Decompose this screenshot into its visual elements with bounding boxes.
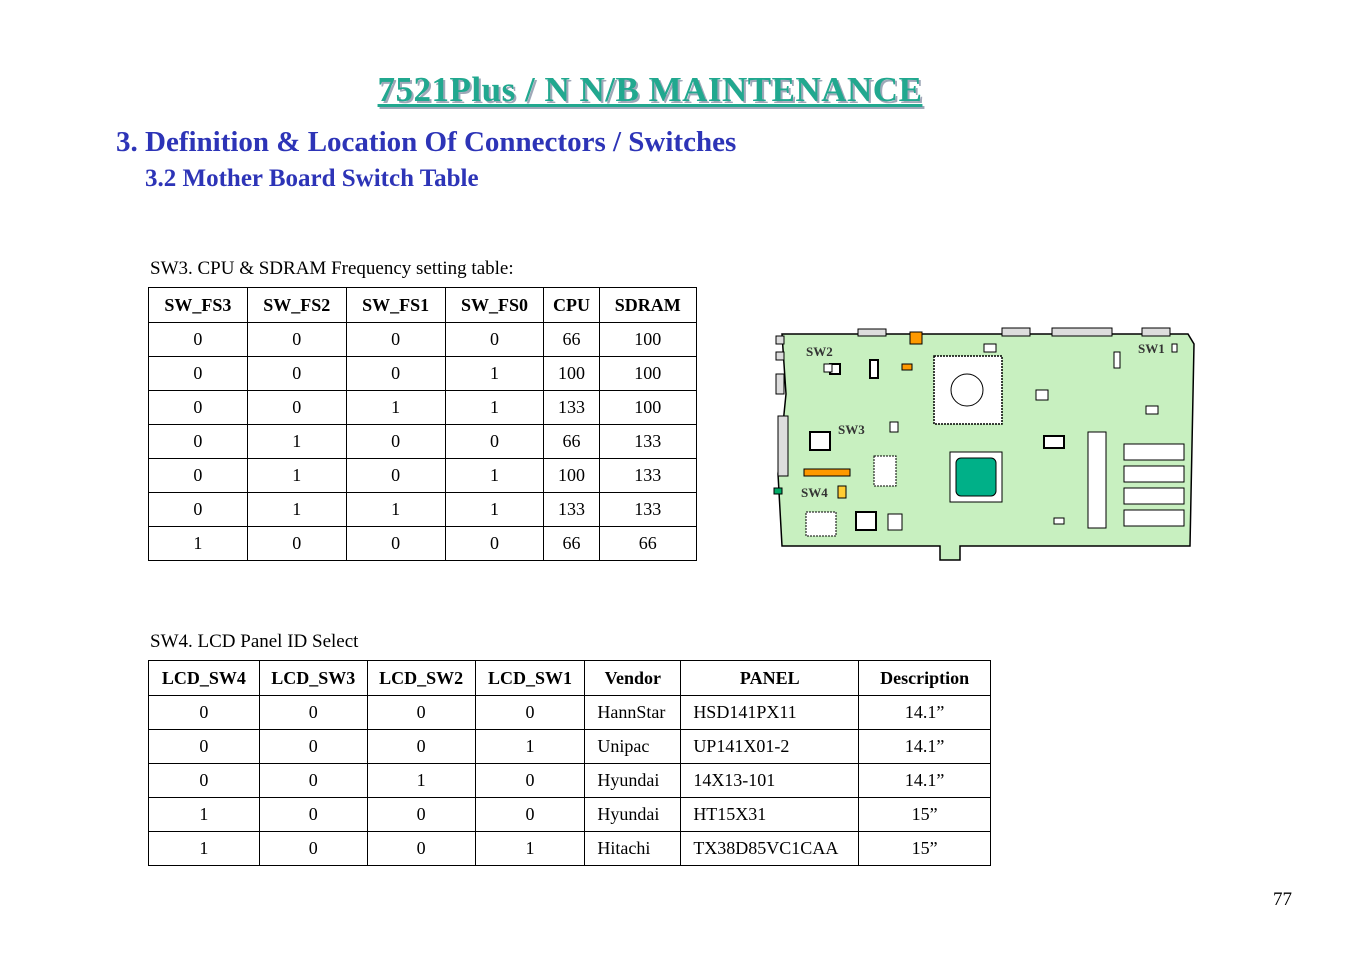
- component: [874, 456, 896, 486]
- table-cell: 0: [259, 764, 367, 798]
- table-row: [149, 730, 991, 764]
- component: [1114, 352, 1120, 368]
- top-connector: [1052, 328, 1112, 336]
- table-cell: 66: [544, 527, 599, 561]
- table-cell: 0: [247, 391, 346, 425]
- table-cell: 0: [247, 323, 346, 357]
- top-connector: [910, 332, 922, 344]
- table-cell: 15”: [859, 798, 991, 832]
- component: [856, 512, 876, 530]
- table-cell: 0: [259, 730, 367, 764]
- column-header: Description: [859, 661, 991, 696]
- component: [804, 469, 850, 476]
- table-cell: 133: [544, 391, 599, 425]
- component: [1036, 390, 1048, 400]
- sw1-label: SW1: [1138, 341, 1165, 356]
- table-cell: 0: [247, 527, 346, 561]
- table-cell: 1: [445, 459, 544, 493]
- component: [870, 360, 878, 378]
- table-cell: 0: [367, 730, 475, 764]
- chipset-die: [956, 458, 996, 496]
- table-cell: 133: [599, 493, 696, 527]
- sw1-switch: [1172, 344, 1177, 352]
- column-header: SDRAM: [599, 288, 696, 323]
- top-connector: [1002, 328, 1030, 336]
- table-cell: 133: [544, 493, 599, 527]
- table-cell: 0: [475, 798, 585, 832]
- sw4-switch: [838, 486, 846, 498]
- table-row: [149, 357, 697, 391]
- column-header: SW_FS1: [346, 288, 445, 323]
- table-cell: 100: [599, 323, 696, 357]
- table-cell: 1: [149, 832, 260, 866]
- table-cell: UP141X01-2: [681, 730, 859, 764]
- component: [806, 512, 836, 536]
- page-title: 7521Plus / N N/B MAINTENANCE: [377, 70, 923, 109]
- table-cell: 1: [149, 527, 248, 561]
- table-cell: 0: [346, 459, 445, 493]
- table-cell: 14.1”: [859, 730, 991, 764]
- table-cell: 14X13-101: [681, 764, 859, 798]
- table-cell: 100: [599, 357, 696, 391]
- table-row: [149, 527, 697, 561]
- table-row: [149, 323, 697, 357]
- table-cell: 1: [445, 493, 544, 527]
- sw3-caption: SW3. CPU & SDRAM Frequency setting table:: [150, 258, 514, 279]
- memory-slot: [1124, 466, 1184, 482]
- table-cell: 1: [346, 391, 445, 425]
- table-cell: Hitachi: [585, 832, 681, 866]
- table-row: [149, 696, 991, 730]
- table-row: [149, 764, 991, 798]
- table-cell: 14.1”: [859, 764, 991, 798]
- component: [1054, 518, 1064, 524]
- table-cell: TX38D85VC1CAA: [681, 832, 859, 866]
- table-cell: 0: [445, 425, 544, 459]
- table-row: [149, 798, 991, 832]
- table-cell: Hyundai: [585, 798, 681, 832]
- table-cell: 14.1”: [859, 696, 991, 730]
- column-header: PANEL: [681, 661, 859, 696]
- table-cell: Unipac: [585, 730, 681, 764]
- top-connector: [858, 329, 886, 336]
- column-header: LCD_SW2: [367, 661, 475, 696]
- table-cell: 0: [149, 391, 248, 425]
- table-header-row: [149, 661, 991, 696]
- table-cell: 100: [544, 357, 599, 391]
- table-cell: 0: [259, 696, 367, 730]
- side-connector: [776, 374, 784, 394]
- column-header: LCD_SW3: [259, 661, 367, 696]
- table-cell: 0: [149, 493, 248, 527]
- table-cell: 1: [247, 459, 346, 493]
- top-connector: [1142, 328, 1170, 336]
- side-connector: [778, 416, 788, 476]
- table-cell: HT15X31: [681, 798, 859, 832]
- table-cell: 0: [346, 425, 445, 459]
- table-cell: 1: [475, 730, 585, 764]
- table-cell: 15”: [859, 832, 991, 866]
- table-cell: 0: [149, 357, 248, 391]
- table-row: [149, 832, 991, 866]
- table-cell: 0: [149, 323, 248, 357]
- component: [888, 514, 902, 530]
- table-cell: Hyundai: [585, 764, 681, 798]
- page-number: 77: [1273, 889, 1292, 910]
- table-row: [149, 425, 697, 459]
- sw2-label: SW2: [806, 344, 833, 359]
- table-cell: 0: [445, 527, 544, 561]
- memory-slot: [1124, 510, 1184, 526]
- column-header: SW_FS2: [247, 288, 346, 323]
- column-header: SW_FS3: [149, 288, 248, 323]
- component: [902, 364, 912, 370]
- motherboard-diagram: [770, 324, 1198, 564]
- table-cell: 100: [599, 391, 696, 425]
- table-cell: 0: [475, 696, 585, 730]
- memory-slot: [1124, 488, 1184, 504]
- side-connector: [776, 352, 784, 360]
- memory-slot: [1124, 444, 1184, 460]
- table-cell: 0: [149, 730, 260, 764]
- sw4-label: SW4: [801, 485, 828, 500]
- column-header: CPU: [544, 288, 599, 323]
- component: [1146, 406, 1158, 414]
- table-row: [149, 493, 697, 527]
- table-cell: 0: [346, 527, 445, 561]
- sw3-label: SW3: [838, 422, 865, 437]
- table-cell: 1: [247, 425, 346, 459]
- table-cell: 0: [475, 764, 585, 798]
- component: [1044, 436, 1064, 448]
- table-cell: 1: [367, 764, 475, 798]
- table-cell: 0: [445, 323, 544, 357]
- table-cell: 133: [599, 459, 696, 493]
- sw4-caption: SW4. LCD Panel ID Select: [150, 631, 359, 652]
- column-header: LCD_SW4: [149, 661, 260, 696]
- table-cell: 1: [445, 391, 544, 425]
- subsection-title: 3.2 Mother Board Switch Table: [145, 165, 479, 192]
- cpu-socket-lever: [951, 374, 983, 406]
- table-cell: 0: [367, 832, 475, 866]
- table-cell: 0: [149, 696, 260, 730]
- component: [890, 422, 898, 432]
- table-cell: 66: [544, 425, 599, 459]
- table-row: [149, 459, 697, 493]
- sw4-lcd-panel-table: [148, 660, 991, 866]
- table-cell: 0: [367, 696, 475, 730]
- table-cell: 1: [445, 357, 544, 391]
- column-header: SW_FS0: [445, 288, 544, 323]
- column-header: LCD_SW1: [475, 661, 585, 696]
- table-cell: 1: [247, 493, 346, 527]
- component: [984, 344, 996, 352]
- table-cell: 0: [149, 425, 248, 459]
- table-cell: 66: [599, 527, 696, 561]
- table-row: [149, 391, 697, 425]
- memory-slot: [1088, 432, 1106, 528]
- table-cell: 0: [149, 459, 248, 493]
- table-cell: 0: [367, 798, 475, 832]
- column-header: Vendor: [585, 661, 681, 696]
- table-cell: 1: [346, 493, 445, 527]
- table-cell: HSD141PX11: [681, 696, 859, 730]
- table-cell: 100: [544, 459, 599, 493]
- table-cell: 0: [259, 832, 367, 866]
- table-cell: 133: [599, 425, 696, 459]
- sw3-frequency-table: [148, 287, 697, 561]
- section-title: 3. Definition & Location Of Connectors / Switches: [116, 126, 737, 158]
- table-cell: 0: [247, 357, 346, 391]
- table-cell: 0: [346, 323, 445, 357]
- table-cell: 66: [544, 323, 599, 357]
- component: [810, 432, 830, 450]
- sw2-switch: [824, 364, 832, 372]
- side-connector: [774, 488, 782, 494]
- table-header-row: [149, 288, 697, 323]
- table-cell: 0: [259, 798, 367, 832]
- table-cell: 0: [346, 357, 445, 391]
- table-cell: 0: [149, 764, 260, 798]
- table-cell: HannStar: [585, 696, 681, 730]
- table-cell: 1: [475, 832, 585, 866]
- side-connector: [776, 336, 784, 344]
- table-cell: 1: [149, 798, 260, 832]
